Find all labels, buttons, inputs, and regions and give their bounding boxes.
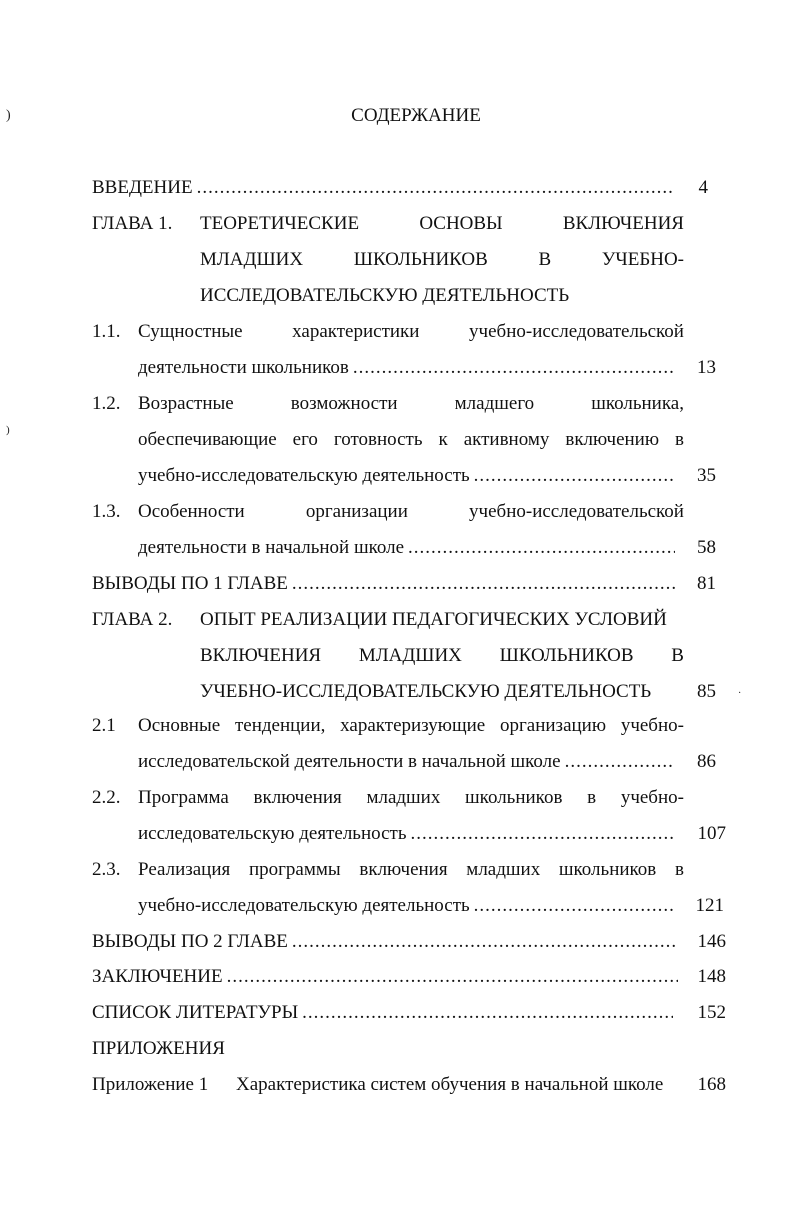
word: школьников (558, 859, 657, 880)
chapter-number: ГЛАВА 1. (92, 213, 173, 234)
section-title-line (138, 358, 679, 377)
toc-entry-page: 152 (697, 1002, 726, 1023)
toc-entry-page: 13 (697, 357, 716, 378)
toc-entry-conclusion (92, 967, 682, 986)
word: школьников (465, 787, 563, 808)
leader-dots (302, 1003, 673, 1022)
toc-entry-page: 4 (698, 177, 708, 198)
leader-dots (408, 538, 675, 557)
leader-dots (565, 752, 675, 771)
word: организацию (500, 715, 607, 736)
section-number: 1.3. (92, 501, 121, 522)
page-title: СОДЕРЖАНИЕ (351, 105, 481, 126)
word: готовность (333, 429, 423, 450)
word: включению (565, 429, 660, 450)
section-title-line (138, 788, 684, 807)
word: Реализация (138, 859, 231, 880)
section-title-line (138, 752, 679, 771)
toc-entry-references (92, 1003, 677, 1022)
toc-entry-page: 146 (697, 931, 726, 952)
word: ВКЛЮЧЕНИЯ (200, 645, 322, 666)
section-title-line (138, 716, 684, 735)
toc-entry-intro (92, 178, 677, 197)
leader-dots (411, 824, 675, 843)
word: включения (253, 787, 342, 808)
word: ШКОЛЬНИКОВ (353, 249, 488, 270)
word: ТЕОРЕТИЧЕСКИЕ (200, 213, 360, 234)
toc-entry-page: 58 (697, 537, 716, 558)
word: ОСНОВЫ (419, 213, 503, 234)
word: характеризующие (340, 715, 486, 736)
word: к (438, 429, 448, 450)
word: Сущностные (138, 321, 243, 342)
word: МЛАДШИХ (200, 249, 304, 270)
word: младшего (454, 393, 535, 414)
section-title-line (138, 824, 679, 843)
toc-entry-page: 148 (697, 966, 726, 987)
toc-entry-label: ВВЕДЕНИЕ (92, 177, 193, 198)
word: в (674, 859, 684, 880)
toc-entry-page: 81 (697, 573, 716, 594)
leader-dots (227, 967, 678, 986)
leader-dots (474, 896, 675, 915)
toc-entry-label: деятельности школьников (138, 357, 349, 378)
word: В (538, 249, 552, 270)
chapter-title-line (200, 646, 684, 665)
chapter-title-line: УЧЕБНО-ИССЛЕДОВАТЕЛЬСКУЮ ДЕЯТЕЛЬНОСТЬ (200, 681, 652, 702)
toc-entry-page: 86 (697, 751, 716, 772)
word: учебно- (620, 787, 684, 808)
toc-entry-conclusions-1 (92, 574, 682, 593)
word: учебно-исследовательской (469, 501, 684, 522)
section-title-line (138, 394, 684, 413)
scan-mark: ) (6, 424, 10, 436)
section-title-line (138, 466, 679, 485)
word: в (587, 787, 597, 808)
word: Особенности (138, 501, 245, 522)
leader-dots (353, 358, 675, 377)
toc-entry-label: СПИСОК ЛИТЕРАТУРЫ (92, 1002, 299, 1023)
word: МЛАДШИХ (358, 645, 462, 666)
toc-entry-label: деятельности в начальной школе (138, 537, 405, 558)
appendix-number: Приложение 1 (92, 1074, 209, 1095)
word: Возрастные (138, 393, 234, 414)
word: программы (248, 859, 341, 880)
chapter-title-line: ИССЛЕДОВАТЕЛЬСКУЮ ДЕЯТЕЛЬНОСТЬ (200, 285, 570, 306)
section-number: 1.1. (92, 321, 121, 342)
toc-entry-appendices: ПРИЛОЖЕНИЯ (92, 1038, 225, 1059)
word: учебно- (620, 715, 684, 736)
section-title-line (138, 502, 684, 521)
section-title-line (138, 322, 684, 341)
word: Основные (138, 715, 221, 736)
leader-dots (292, 932, 678, 951)
word: возможности (290, 393, 398, 414)
word: ВКЛЮЧЕНИЯ (562, 213, 684, 234)
section-number: 2.1 (92, 715, 116, 736)
word: В (671, 645, 684, 666)
toc-entry-page: 168 (697, 1074, 726, 1095)
word: младших (366, 787, 441, 808)
word: тенденции, (234, 715, 326, 736)
appendix-title: Характеристика систем обучения в начальной школе (236, 1074, 664, 1095)
word: учебно-исследовательской (469, 321, 684, 342)
toc-entry-label: учебно-исследовательскую деятельность (138, 895, 470, 916)
toc-entry-label: исследовательскую деятельность (138, 823, 407, 844)
toc-entry-label: учебно-исследовательскую деятельность (138, 465, 470, 486)
section-number: 2.2. (92, 787, 121, 808)
scan-mark: · (738, 688, 742, 699)
chapter-title-line (200, 214, 684, 233)
toc-entry-page: 107 (697, 823, 726, 844)
word: включения (359, 859, 448, 880)
word: младших (466, 859, 541, 880)
toc-entry-label: исследовательской деятельности в начальной школе (138, 751, 561, 772)
word: организации (305, 501, 408, 522)
toc-entry-page: 85 (697, 681, 716, 702)
leader-dots (197, 178, 673, 197)
section-number: 1.2. (92, 393, 121, 414)
scan-mark: ) (6, 108, 11, 123)
word: его (292, 429, 318, 450)
section-title-line (138, 896, 679, 915)
section-number: 2.3. (92, 859, 121, 880)
leader-dots (292, 574, 678, 593)
word: ШКОЛЬНИКОВ (499, 645, 634, 666)
section-title-line (138, 430, 684, 449)
section-title-line (138, 860, 684, 879)
leader-dots (474, 466, 675, 485)
toc-entry-label: ВЫВОДЫ ПО 2 ГЛАВЕ (92, 931, 288, 952)
chapter-title-line (200, 250, 684, 269)
word: обеспечивающие (138, 429, 277, 450)
section-title-line (138, 538, 679, 557)
toc-entry-page: 35 (697, 465, 716, 486)
word: школьника, (591, 393, 684, 414)
word: активному (463, 429, 550, 450)
chapter-number: ГЛАВА 2. (92, 609, 173, 630)
toc-entry-label: ВЫВОДЫ ПО 1 ГЛАВЕ (92, 573, 288, 594)
word: УЧЕБНО- (601, 249, 684, 270)
word: в (675, 429, 684, 450)
word: характеристики (292, 321, 420, 342)
toc-entry-label: ЗАКЛЮЧЕНИЕ (92, 966, 223, 987)
toc-entry-conclusions-2 (92, 932, 682, 951)
word: Программа (138, 787, 229, 808)
toc-entry-page: 121 (695, 895, 724, 916)
chapter-title-line: ОПЫТ РЕАЛИЗАЦИИ ПЕДАГОГИЧЕСКИХ УСЛОВИЙ (200, 609, 667, 630)
